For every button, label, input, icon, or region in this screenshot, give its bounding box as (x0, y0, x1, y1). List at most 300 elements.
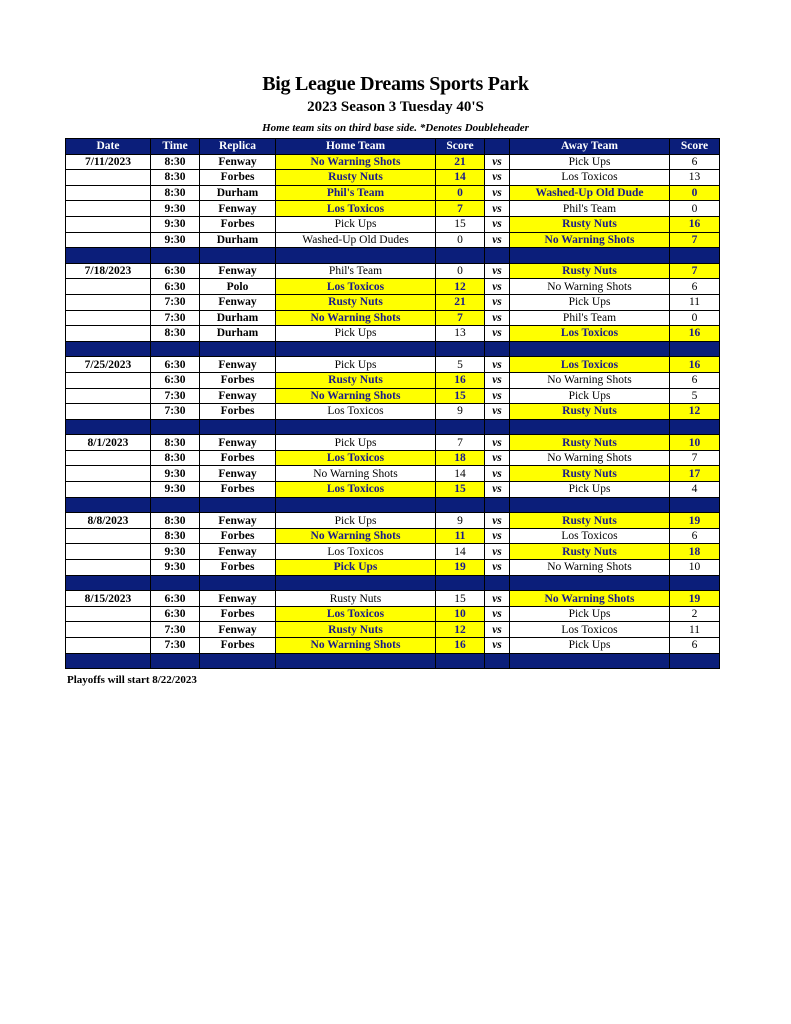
separator-cell (276, 497, 436, 513)
away-score: 6 (670, 279, 720, 295)
separator-cell (670, 419, 720, 435)
separator-cell (436, 653, 485, 669)
away-team: Washed-Up Old Dude (510, 185, 670, 201)
vs-label: vs (485, 154, 510, 170)
home-score: 0 (436, 263, 485, 279)
separator-cell (200, 653, 276, 669)
game-date: 8/8/2023 (66, 513, 151, 529)
home-score: 16 (436, 638, 485, 654)
week-separator (66, 419, 720, 435)
home-team: Los Toxicos (276, 482, 436, 498)
away-team: Pick Ups (510, 482, 670, 498)
game-row (66, 606, 720, 622)
game-time: 7:30 (151, 388, 200, 404)
game-field: Polo (200, 279, 276, 295)
separator-cell (670, 497, 720, 513)
home-team: Rusty Nuts (276, 372, 436, 388)
separator-cell (485, 575, 510, 591)
game-row (66, 357, 720, 373)
game-date (66, 638, 151, 654)
page-subtitle: 2023 Season 3 Tuesday 40'S (307, 99, 484, 115)
game-row (66, 388, 720, 404)
game-field: Durham (200, 185, 276, 201)
separator-cell (436, 419, 485, 435)
game-date (66, 404, 151, 420)
game-field: Durham (200, 310, 276, 326)
away-team: Los Toxicos (510, 622, 670, 638)
home-team: No Warning Shots (276, 528, 436, 544)
game-date (66, 466, 151, 482)
vs-label: vs (485, 279, 510, 295)
game-field: Fenway (200, 544, 276, 560)
home-team: Los Toxicos (276, 544, 436, 560)
away-team: Pick Ups (510, 154, 670, 170)
game-date (66, 232, 151, 248)
home-score: 21 (436, 154, 485, 170)
separator-cell (66, 497, 151, 513)
game-row (66, 404, 720, 420)
game-date (66, 326, 151, 342)
game-field: Forbes (200, 372, 276, 388)
home-score: 7 (436, 201, 485, 217)
away-team: Pick Ups (510, 638, 670, 654)
away-score: 16 (670, 357, 720, 373)
separator-cell (485, 248, 510, 264)
game-time: 7:30 (151, 404, 200, 420)
home-score: 10 (436, 606, 485, 622)
away-score: 2 (670, 606, 720, 622)
away-score: 10 (670, 560, 720, 576)
game-field: Fenway (200, 201, 276, 217)
header-row (66, 139, 720, 155)
home-team: Los Toxicos (276, 450, 436, 466)
separator-cell (510, 248, 670, 264)
game-row (66, 466, 720, 482)
home-team: Washed-Up Old Dudes (276, 232, 436, 248)
game-row (66, 450, 720, 466)
home-team: Phil's Team (276, 185, 436, 201)
game-date: 8/1/2023 (66, 435, 151, 451)
game-row (66, 310, 720, 326)
home-score: 7 (436, 435, 485, 451)
away-score: 0 (670, 201, 720, 217)
away-score: 6 (670, 154, 720, 170)
game-time: 8:30 (151, 528, 200, 544)
vs-label: vs (485, 388, 510, 404)
away-team: No Warning Shots (510, 450, 670, 466)
home-team: Rusty Nuts (276, 622, 436, 638)
vs-label: vs (485, 326, 510, 342)
away-team: No Warning Shots (510, 232, 670, 248)
game-time: 9:30 (151, 560, 200, 576)
game-date: 7/25/2023 (66, 357, 151, 373)
separator-cell (66, 341, 151, 357)
game-field: Fenway (200, 466, 276, 482)
game-row (66, 326, 720, 342)
header-replica: Replica (200, 139, 276, 155)
week-separator (66, 497, 720, 513)
game-row (66, 216, 720, 232)
game-field: Forbes (200, 560, 276, 576)
game-date: 8/15/2023 (66, 591, 151, 607)
away-team: No Warning Shots (510, 279, 670, 295)
vs-label: vs (485, 310, 510, 326)
separator-cell (151, 575, 200, 591)
game-row (66, 279, 720, 295)
home-team: Rusty Nuts (276, 294, 436, 310)
header-home-score: Score (436, 139, 485, 155)
week-separator (66, 653, 720, 669)
vs-label: vs (485, 263, 510, 279)
vs-label: vs (485, 513, 510, 529)
vs-label: vs (485, 294, 510, 310)
game-time: 7:30 (151, 638, 200, 654)
vs-label: vs (485, 435, 510, 451)
game-time: 9:30 (151, 544, 200, 560)
game-time: 6:30 (151, 372, 200, 388)
separator-cell (276, 248, 436, 264)
game-time: 8:30 (151, 450, 200, 466)
separator-cell (510, 497, 670, 513)
vs-label: vs (485, 404, 510, 420)
separator-cell (670, 248, 720, 264)
game-field: Fenway (200, 513, 276, 529)
home-score: 15 (436, 388, 485, 404)
separator-cell (151, 419, 200, 435)
away-score: 11 (670, 622, 720, 638)
game-date (66, 216, 151, 232)
home-team: Los Toxicos (276, 404, 436, 420)
separator-cell (670, 341, 720, 357)
game-time: 6:30 (151, 279, 200, 295)
separator-cell (200, 575, 276, 591)
away-team: Phil's Team (510, 201, 670, 217)
home-team: Rusty Nuts (276, 591, 436, 607)
home-team: Pick Ups (276, 357, 436, 373)
away-team: Los Toxicos (510, 326, 670, 342)
separator-cell (436, 248, 485, 264)
vs-label: vs (485, 466, 510, 482)
separator-cell (151, 341, 200, 357)
game-field: Fenway (200, 435, 276, 451)
away-score: 11 (670, 294, 720, 310)
vs-label: vs (485, 638, 510, 654)
page-title: Big League Dreams Sports Park (262, 73, 529, 95)
home-team: Los Toxicos (276, 279, 436, 295)
away-team: No Warning Shots (510, 372, 670, 388)
home-score: 14 (436, 170, 485, 186)
vs-label: vs (485, 622, 510, 638)
game-time: 6:30 (151, 263, 200, 279)
home-team: No Warning Shots (276, 310, 436, 326)
game-date (66, 450, 151, 466)
away-score: 0 (670, 185, 720, 201)
away-team: Rusty Nuts (510, 404, 670, 420)
game-time: 9:30 (151, 466, 200, 482)
game-field: Fenway (200, 388, 276, 404)
game-field: Fenway (200, 357, 276, 373)
header-date: Date (66, 139, 151, 155)
away-score: 0 (670, 310, 720, 326)
away-score: 16 (670, 326, 720, 342)
home-score: 0 (436, 232, 485, 248)
game-row (66, 201, 720, 217)
separator-cell (276, 341, 436, 357)
game-date (66, 201, 151, 217)
game-row (66, 294, 720, 310)
away-score: 5 (670, 388, 720, 404)
separator-cell (510, 419, 670, 435)
vs-label: vs (485, 372, 510, 388)
home-score: 12 (436, 622, 485, 638)
game-time: 9:30 (151, 482, 200, 498)
vs-label: vs (485, 606, 510, 622)
home-score: 16 (436, 372, 485, 388)
game-time: 9:30 (151, 232, 200, 248)
away-team: Pick Ups (510, 606, 670, 622)
game-row (66, 482, 720, 498)
home-score: 0 (436, 185, 485, 201)
home-score: 18 (436, 450, 485, 466)
separator-cell (276, 419, 436, 435)
separator-cell (670, 575, 720, 591)
separator-cell (436, 341, 485, 357)
home-team: No Warning Shots (276, 638, 436, 654)
game-row (66, 435, 720, 451)
game-time: 7:30 (151, 622, 200, 638)
game-field: Forbes (200, 528, 276, 544)
game-field: Forbes (200, 404, 276, 420)
home-team: Rusty Nuts (276, 170, 436, 186)
game-field: Fenway (200, 154, 276, 170)
header-vs (485, 139, 510, 155)
header-home-team: Home Team (276, 139, 436, 155)
game-time: 6:30 (151, 591, 200, 607)
home-score: 12 (436, 279, 485, 295)
home-team: Pick Ups (276, 513, 436, 529)
vs-label: vs (485, 201, 510, 217)
vs-label: vs (485, 544, 510, 560)
away-score: 12 (670, 404, 720, 420)
away-team: Los Toxicos (510, 528, 670, 544)
game-row (66, 560, 720, 576)
home-score: 21 (436, 294, 485, 310)
game-field: Fenway (200, 591, 276, 607)
separator-cell (66, 419, 151, 435)
away-score: 6 (670, 638, 720, 654)
game-time: 8:30 (151, 185, 200, 201)
home-team: No Warning Shots (276, 388, 436, 404)
away-team: Pick Ups (510, 294, 670, 310)
game-date (66, 388, 151, 404)
home-team: Pick Ups (276, 216, 436, 232)
home-team: Pick Ups (276, 560, 436, 576)
away-score: 16 (670, 216, 720, 232)
game-time: 8:30 (151, 435, 200, 451)
game-time: 8:30 (151, 170, 200, 186)
away-score: 18 (670, 544, 720, 560)
game-row (66, 591, 720, 607)
away-score: 17 (670, 466, 720, 482)
away-team: Phil's Team (510, 310, 670, 326)
home-score: 15 (436, 591, 485, 607)
game-field: Durham (200, 232, 276, 248)
vs-label: vs (485, 185, 510, 201)
away-team: Rusty Nuts (510, 263, 670, 279)
week-separator (66, 575, 720, 591)
home-score: 15 (436, 482, 485, 498)
separator-cell (276, 575, 436, 591)
game-row (66, 638, 720, 654)
home-score: 5 (436, 357, 485, 373)
game-date (66, 544, 151, 560)
separator-cell (510, 653, 670, 669)
game-field: Forbes (200, 450, 276, 466)
vs-label: vs (485, 528, 510, 544)
schedule-table (65, 138, 720, 669)
schedule-note: Home team sits on third base side. *Denotes Doubleheader (262, 122, 529, 134)
game-time: 7:30 (151, 294, 200, 310)
schedule-body (66, 154, 720, 669)
home-team: Los Toxicos (276, 201, 436, 217)
vs-label: vs (485, 560, 510, 576)
game-row (66, 154, 720, 170)
away-team: No Warning Shots (510, 560, 670, 576)
game-row (66, 528, 720, 544)
away-score: 7 (670, 232, 720, 248)
away-score: 7 (670, 263, 720, 279)
game-date: 7/11/2023 (66, 154, 151, 170)
game-field: Fenway (200, 263, 276, 279)
game-row (66, 513, 720, 529)
vs-label: vs (485, 357, 510, 373)
game-field: Fenway (200, 294, 276, 310)
separator-cell (276, 653, 436, 669)
game-field: Forbes (200, 606, 276, 622)
away-team: Rusty Nuts (510, 466, 670, 482)
game-date (66, 482, 151, 498)
game-field: Forbes (200, 216, 276, 232)
game-field: Fenway (200, 622, 276, 638)
separator-cell (200, 341, 276, 357)
separator-cell (436, 497, 485, 513)
separator-cell (670, 653, 720, 669)
vs-label: vs (485, 170, 510, 186)
away-score: 6 (670, 528, 720, 544)
game-time: 9:30 (151, 201, 200, 217)
header-away-team: Away Team (510, 139, 670, 155)
game-date (66, 606, 151, 622)
separator-cell (66, 653, 151, 669)
game-field: Forbes (200, 638, 276, 654)
game-row (66, 185, 720, 201)
game-time: 6:30 (151, 606, 200, 622)
away-team: Rusty Nuts (510, 544, 670, 560)
game-row (66, 372, 720, 388)
away-team: Rusty Nuts (510, 513, 670, 529)
away-team: Rusty Nuts (510, 435, 670, 451)
game-time: 8:30 (151, 154, 200, 170)
game-field: Forbes (200, 170, 276, 186)
home-score: 19 (436, 560, 485, 576)
game-row (66, 263, 720, 279)
header-time: Time (151, 139, 200, 155)
separator-cell (485, 497, 510, 513)
home-team: Pick Ups (276, 435, 436, 451)
game-date (66, 372, 151, 388)
away-score: 19 (670, 591, 720, 607)
separator-cell (485, 419, 510, 435)
playoffs-note: Playoffs will start 8/22/2023 (67, 674, 197, 686)
game-date (66, 560, 151, 576)
vs-label: vs (485, 482, 510, 498)
away-score: 4 (670, 482, 720, 498)
game-date (66, 310, 151, 326)
game-date (66, 294, 151, 310)
away-score: 13 (670, 170, 720, 186)
separator-cell (151, 248, 200, 264)
header-away-score: Score (670, 139, 720, 155)
home-team: Phil's Team (276, 263, 436, 279)
home-score: 9 (436, 513, 485, 529)
away-team: Los Toxicos (510, 357, 670, 373)
game-time: 9:30 (151, 216, 200, 232)
game-date: 7/18/2023 (66, 263, 151, 279)
separator-cell (485, 341, 510, 357)
separator-cell (436, 575, 485, 591)
game-row (66, 170, 720, 186)
vs-label: vs (485, 591, 510, 607)
game-time: 7:30 (151, 310, 200, 326)
game-date (66, 622, 151, 638)
vs-label: vs (485, 232, 510, 248)
away-score: 10 (670, 435, 720, 451)
home-score: 15 (436, 216, 485, 232)
home-score: 14 (436, 466, 485, 482)
separator-cell (66, 248, 151, 264)
separator-cell (200, 248, 276, 264)
separator-cell (200, 497, 276, 513)
away-team: Rusty Nuts (510, 216, 670, 232)
away-score: 7 (670, 450, 720, 466)
game-time: 8:30 (151, 326, 200, 342)
away-team: Los Toxicos (510, 170, 670, 186)
game-time: 8:30 (151, 513, 200, 529)
game-date (66, 528, 151, 544)
game-field: Forbes (200, 482, 276, 498)
separator-cell (510, 341, 670, 357)
away-team: Pick Ups (510, 388, 670, 404)
game-time: 6:30 (151, 357, 200, 373)
separator-cell (66, 575, 151, 591)
away-team: No Warning Shots (510, 591, 670, 607)
week-separator (66, 248, 720, 264)
game-row (66, 622, 720, 638)
away-score: 19 (670, 513, 720, 529)
home-score: 14 (436, 544, 485, 560)
game-date (66, 279, 151, 295)
separator-cell (510, 575, 670, 591)
separator-cell (151, 653, 200, 669)
home-team: No Warning Shots (276, 466, 436, 482)
game-date (66, 185, 151, 201)
home-score: 11 (436, 528, 485, 544)
game-date (66, 170, 151, 186)
separator-cell (151, 497, 200, 513)
week-separator (66, 341, 720, 357)
vs-label: vs (485, 450, 510, 466)
home-score: 9 (436, 404, 485, 420)
